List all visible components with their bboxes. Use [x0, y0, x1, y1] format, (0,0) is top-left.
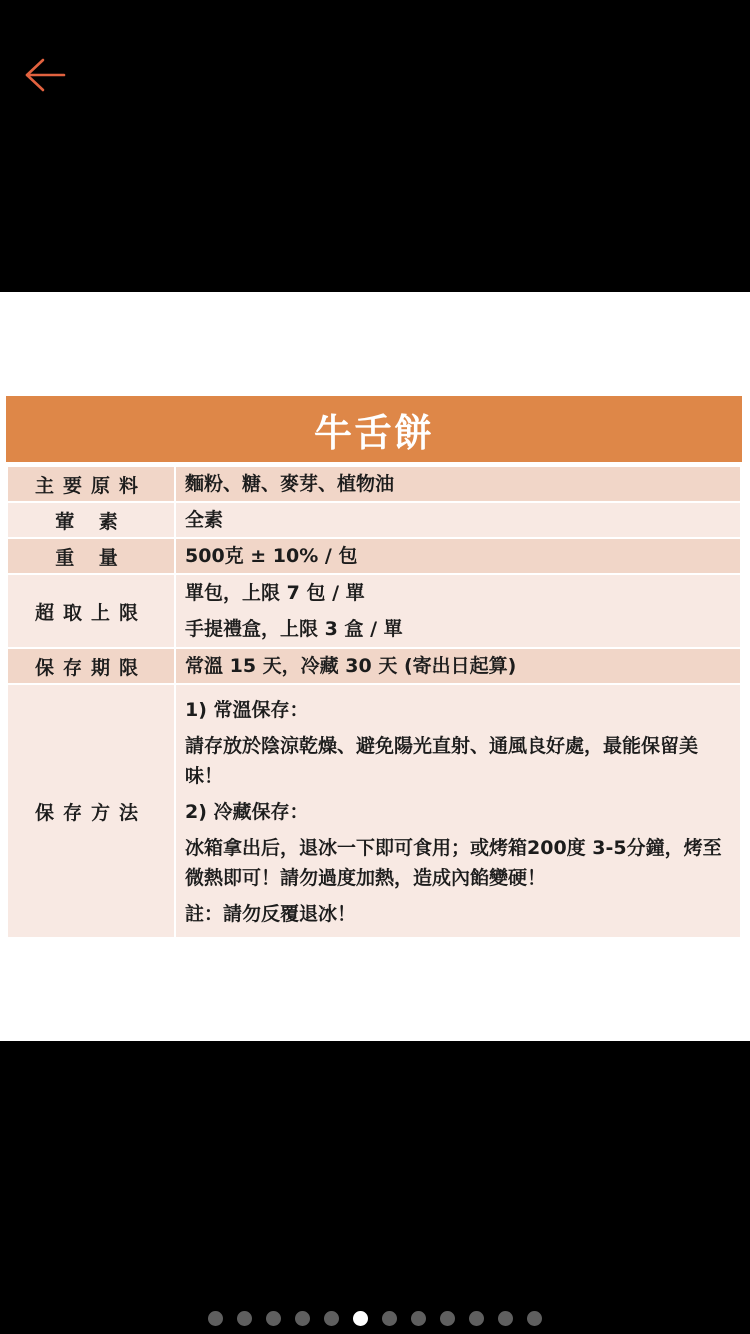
spec-label: 重 量 [7, 538, 175, 574]
spec-value: 常溫 15 天，冷藏 30 天 (寄出日起算) [175, 648, 741, 684]
page-indicator [0, 1311, 750, 1327]
page-dot[interactable] [469, 1311, 484, 1326]
spec-label: 主要原料 [7, 466, 175, 502]
arrow-left-icon [24, 57, 66, 97]
spec-label: 保存期限 [7, 648, 175, 684]
spec-label: 保存方法 [7, 684, 175, 938]
spec-row-shelf-life [7, 648, 741, 684]
spec-value: 全素 [175, 502, 741, 538]
page-dot[interactable] [411, 1311, 426, 1326]
page-dot[interactable] [324, 1311, 339, 1326]
spec-value: 1) 常溫保存： 請存放於陰涼乾燥、避免陽光直射、通風良好處，最能保留美味！ 2) 冷藏保存： 冰箱拿出后，退冰一下即可食用；或烤箱200度 3-5分鐘，烤至微熱即可！請勿過度加熱，造成內餡變硬！ 註：請勿反覆退冰！ [175, 684, 741, 938]
spec-table [6, 465, 742, 939]
spec-row-storage [7, 684, 741, 938]
product-info-image [0, 292, 750, 1041]
page-dot[interactable] [498, 1311, 513, 1326]
spec-label: 葷 素 [7, 502, 175, 538]
spec-row-diet [7, 502, 741, 538]
spec-row-weight [7, 538, 741, 574]
page-dot[interactable] [295, 1311, 310, 1326]
spec-value: 麵粉、糖、麥芽、植物油 [175, 466, 741, 502]
back-button[interactable] [18, 50, 72, 104]
spec-value: 500克 ± 10% / 包 [175, 538, 741, 574]
spec-row-ingredients [7, 466, 741, 502]
product-title: 牛舌餅 [313, 410, 434, 455]
page-dot-active[interactable] [353, 1311, 368, 1326]
product-title-bar [6, 396, 742, 465]
page-dot[interactable] [527, 1311, 542, 1326]
page-dot[interactable] [237, 1311, 252, 1326]
product-spec-card [6, 396, 742, 939]
page-dot[interactable] [382, 1311, 397, 1326]
spec-value: 單包，上限 7 包 / 單 手提禮盒，上限 3 盒 / 單 [175, 574, 741, 648]
page-dot[interactable] [208, 1311, 223, 1326]
page-dot[interactable] [440, 1311, 455, 1326]
spec-label: 超取上限 [7, 574, 175, 648]
spec-row-pickup-limit [7, 574, 741, 648]
page-dot[interactable] [266, 1311, 281, 1326]
